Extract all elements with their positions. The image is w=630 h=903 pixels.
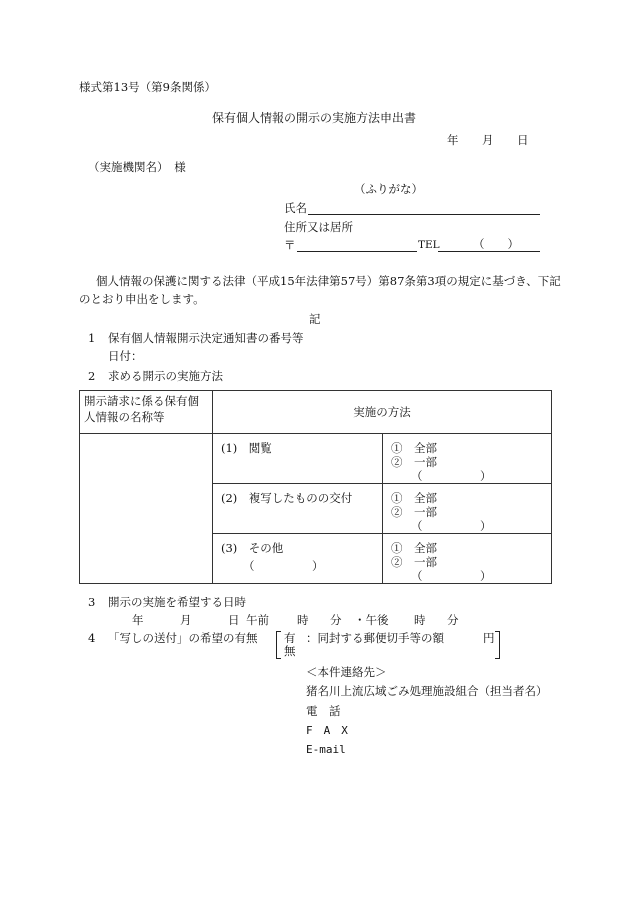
section4-number: 4 — [88, 631, 96, 645]
section3-day: 日 — [228, 613, 240, 627]
addressee: （実施機関名） 様 — [88, 160, 186, 174]
section4-yes[interactable]: 有 — [284, 631, 296, 645]
option-2-part[interactable]: ② 一部 — [391, 505, 437, 519]
method-3-label: (3) その他 — [221, 541, 284, 555]
option-1-all[interactable]: ① 全部 — [391, 441, 437, 455]
method-1-label: (1) 閲覧 — [221, 441, 272, 455]
table-header-row — [80, 391, 552, 434]
option-1-part[interactable]: ② 一部 — [391, 455, 437, 469]
tel-label: TEL — [418, 239, 440, 251]
section3-month: 月 — [180, 613, 192, 627]
option-cell-3 — [383, 534, 552, 584]
method-cell-1 — [213, 434, 383, 484]
section3-hour-pm: 時 — [414, 613, 426, 627]
section4-no[interactable]: 無 — [284, 644, 296, 658]
section3-hour-am: 時 — [297, 613, 309, 627]
tel-parens: （ ） — [473, 237, 519, 251]
contact-fax: F A X — [306, 724, 348, 737]
section3-number: 3 — [88, 595, 96, 609]
contact-heading: ＜本件連絡先＞ — [306, 665, 387, 679]
bracket-right — [495, 631, 500, 659]
section4-label: 「写しの送付」の希望の有無 — [108, 631, 258, 645]
method-cell-2 — [213, 484, 383, 534]
postal-mark: 〒 — [284, 238, 296, 252]
section3-minute-am: 分 — [330, 613, 342, 627]
date-day: 日 — [517, 133, 529, 147]
section3-label: 開示の実施を希望する日時 — [108, 595, 246, 609]
date-month: 月 — [482, 133, 494, 147]
option-3-all[interactable]: ① 全部 — [391, 541, 437, 555]
section2-number: 2 — [88, 369, 96, 383]
section2-label: 求める開示の実施方法 — [108, 369, 223, 383]
method-2-label: (2) 複写したものの交付 — [221, 491, 353, 505]
intro-line-2: のとおり申出をします。 — [79, 292, 205, 306]
method-3-extra: （ ） — [243, 559, 324, 573]
section4-yen: 円 — [483, 631, 495, 645]
form-number: 様式第13号（第9条関係） — [79, 80, 216, 94]
page-title: 保有個人情報の開示の実施方法申出書 — [212, 111, 417, 125]
header-method: 実施の方法 — [213, 391, 552, 434]
contact-org: 猪名川上流広域ごみ処理施設組合（担当者名） — [306, 684, 548, 698]
option-cell-1 — [383, 434, 552, 484]
section1-label: 保有個人情報開示決定通知書の番号等 — [108, 331, 304, 345]
disclosure-method-table — [79, 390, 552, 584]
option-2-all[interactable]: ① 全部 — [391, 491, 437, 505]
contact-email: E-mail — [306, 743, 346, 756]
name-field-line — [308, 214, 540, 215]
option-3-part[interactable]: ② 一部 — [391, 555, 437, 569]
address-field-line — [297, 251, 417, 252]
section3-year: 年 — [132, 613, 144, 627]
ki-label: 記 — [309, 312, 321, 326]
section4-yes-note: ：同封する郵便切手等の額 — [306, 631, 444, 645]
option-1-detail: （ ） — [411, 469, 492, 483]
header-info-name: 開示請求に係る保有個人情報の名称等 — [80, 391, 213, 434]
furigana-label: （ふりがな） — [354, 182, 423, 196]
info-name-cell[interactable] — [80, 434, 213, 584]
method-cell-3 — [213, 534, 383, 584]
bracket-left — [276, 631, 281, 659]
date-year: 年 — [447, 133, 459, 147]
section3-minute-pm: 分 — [447, 613, 459, 627]
intro-line-1: 個人情報の保護に関する法律（平成15年法律第57号）第87条第3項の規定に基づき、下記 — [96, 274, 561, 288]
address-label: 住所又は居所 — [284, 220, 353, 234]
section1-date: 日付： — [108, 349, 143, 363]
name-label: 氏名 — [284, 201, 307, 215]
table-row — [80, 434, 552, 484]
option-2-detail: （ ） — [411, 519, 492, 533]
option-cell-2 — [383, 484, 552, 534]
section1-number: 1 — [88, 331, 96, 345]
option-3-detail: （ ） — [411, 569, 492, 583]
section3-am: 午前 — [246, 613, 269, 627]
contact-phone: 電 話 — [306, 704, 341, 718]
section3-pm: ・午後 — [354, 613, 389, 627]
